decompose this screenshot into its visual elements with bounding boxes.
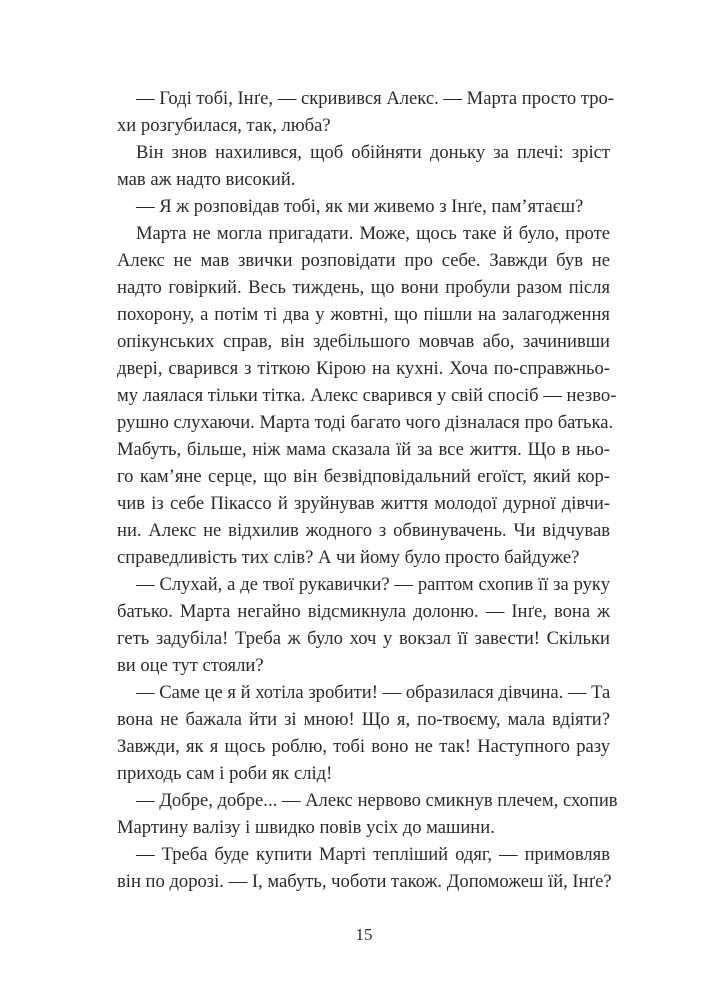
text-line: рушно слухаючи. Марта тоді багато чого дізналася про батька. — [117, 412, 614, 433]
text-line: опікунських справ, він здебільшого мовчав або, зачинивши — [117, 331, 610, 352]
text-line: — Слухай, а де твої рукавички? — раптом схопив її за руку — [136, 574, 610, 595]
text-line: ви оце тут стояли? — [117, 655, 264, 676]
text-line: Марта не могла пригадати. Може, щось таке й було, проте — [136, 223, 610, 244]
text-line: приходь сам і роби як слід! — [117, 763, 333, 784]
text-line: — Годі тобі, Інґе, — скривився Алекс. — Марта просто тро- — [136, 88, 614, 109]
text-line: двері, сварився з тіткою Кірою на кухні. Хоча по-справжньо- — [117, 358, 610, 379]
text-line: вона не бажала йти зі мною! Що я, по-твоєму, мала вдіяти? — [117, 709, 610, 730]
text-line: батько. Марта негайно відсмикнула долоню. — Інґе, вона ж — [117, 601, 610, 622]
text-line: геть задубіла! Треба ж було хоч у вокзал її завести! Скільки — [117, 628, 610, 649]
text-line: Мартину валізу і швидко повів усіх до машини. — [117, 817, 495, 838]
body-text — [117, 85, 618, 895]
text-line: — Добре, добре... — Алекс нервово смикнув плечем, схопив — [136, 790, 618, 811]
text-line: Алекс не мав звички розповідати про себе. Завжди був не — [117, 250, 610, 271]
text-line: — Саме це я й хотіла зробити! — образилася дівчина. — Та — [136, 682, 611, 703]
text-line: чив із себе Пікассо й зруйнував життя молодої дурної дівчи- — [117, 493, 610, 514]
text-line: му лаялася тільки тітка. Алекс сварився у свій спосіб — незво- — [117, 385, 617, 406]
text-line: — Треба буде купити Марті тепліший одяг, — примовляв — [136, 844, 610, 865]
text-line: го кам’яне серце, що він безвідповідальний егоїст, який кор- — [117, 466, 610, 487]
text-line: мав аж надто високий. — [117, 169, 296, 190]
text-line: надто говіркий. Весь тиждень, що вони пробули разом після — [117, 277, 610, 298]
text-line: — Я ж розповідав тобі, як ми живемо з Інґе, пам’ятаєш? — [136, 196, 584, 217]
text-line: похорону, а потім ті два у жовтні, що пішли на залагодження — [117, 304, 610, 325]
text-line: справедливість тих слів? А чи йому було просто байдуже? — [117, 547, 580, 568]
text-line: Він знов нахилився, щоб обійняти доньку за плечі: зріст — [136, 142, 610, 163]
page-number: 15 — [355, 925, 373, 944]
text-line: Завжди, як я щось роблю, тобі воно не так! Наступного разу — [117, 736, 610, 757]
text-line: Мабуть, більше, ніж мама сказала їй за все життя. Що в ньо- — [117, 439, 610, 460]
text-line: ни. Алекс не відхилив жодного з обвинувачень. Чи відчував — [117, 520, 610, 541]
text-line: він по дорозі. — І, мабуть, чоботи також. Допоможеш їй, Інґе? — [117, 871, 612, 892]
text-line: хи розгубилася, так, люба? — [117, 115, 331, 136]
